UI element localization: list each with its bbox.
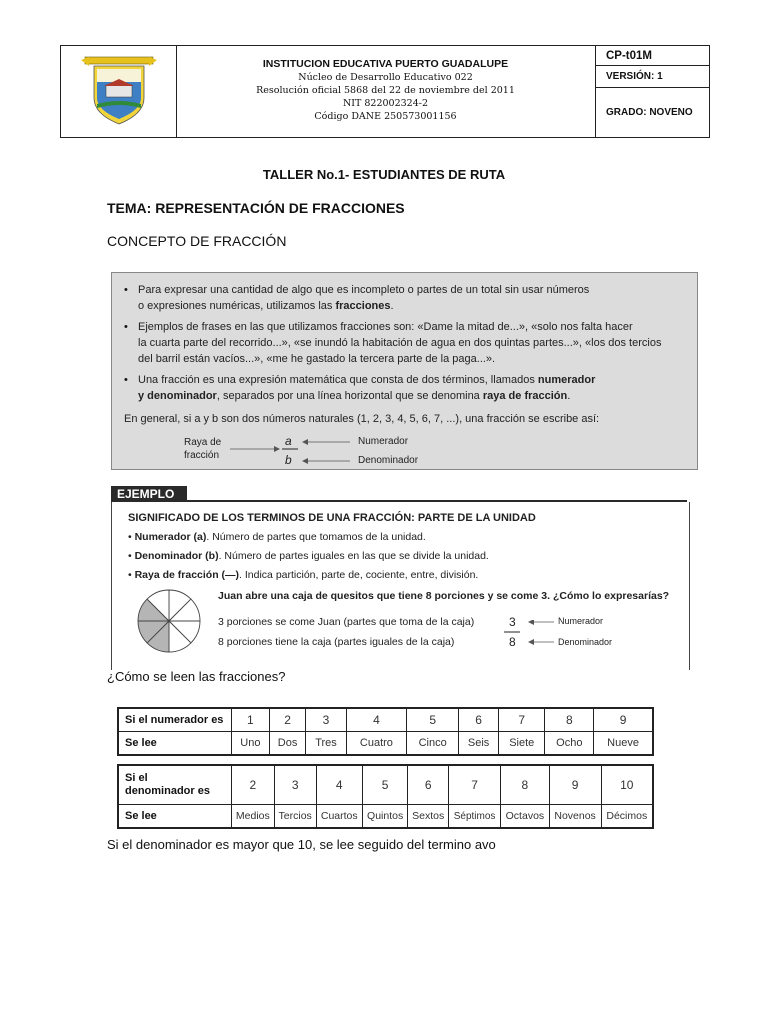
table-cell: Novenos [549, 805, 601, 829]
institution-info [176, 46, 596, 137]
table-cell: Seis [459, 732, 499, 756]
example-box [111, 502, 690, 670]
example-bullet: • Numerador (a). Número de partes que tomamos de la unidad. [128, 531, 426, 543]
table-row [118, 765, 653, 805]
raya-label: fracción [184, 450, 220, 461]
table-cell: 2 [269, 708, 306, 732]
arrow-head-icon [528, 620, 534, 625]
bullet-icon: • [124, 284, 128, 296]
table-cell: 5 [362, 765, 408, 805]
doc-code: CP-t01M [596, 46, 709, 66]
denominator-table [117, 764, 654, 829]
table-cell: Cuartos [316, 805, 362, 829]
table-cell: Décimos [601, 805, 653, 829]
table-cell: Uno [232, 732, 270, 756]
table-cell: Medios [232, 805, 275, 829]
table-cell: Siete [499, 732, 545, 756]
concept-line: Para expresar una cantidad de algo que es incompleto o partes de un total sin usar números [138, 284, 590, 296]
example-numerator: 3 [509, 615, 516, 629]
table-cell: 5 [407, 708, 459, 732]
raya-label: Raya de [184, 437, 222, 448]
doc-version: VERSIÓN: 1 [596, 66, 709, 88]
table-row [118, 732, 653, 756]
table-cell: Quintos [362, 805, 408, 829]
closing-note: Si el denominador es mayor que 10, se lee seguido del termino avo [107, 837, 496, 852]
table-cell: Cinco [407, 732, 459, 756]
table-cell: 4 [346, 708, 407, 732]
fraction-b: b [285, 453, 292, 467]
table-cell: 3 [306, 708, 346, 732]
bullet-icon: • [124, 321, 128, 333]
table-cell: 10 [601, 765, 653, 805]
table-cell: Sextos [408, 805, 449, 829]
table-cell: Dos [269, 732, 306, 756]
table-cell: 7 [448, 765, 500, 805]
doc-grade: GRADO: NOVENO [606, 107, 693, 118]
nucleo-line: Núcleo de Desarrollo Educativo 022 [298, 72, 473, 83]
concept-line: y denominador, separados por una línea horizontal que se denomina raya de fracción. [138, 390, 571, 402]
table-cell: 8 [501, 765, 549, 805]
concept-line: Ejemplos de frases en las que utilizamos fracciones son: «Dame la mitad de...», «solo nos falta hacer [138, 321, 633, 333]
table-cell: 8 [545, 708, 594, 732]
numerator-table [117, 707, 654, 756]
concept-line: del barril están vacíos...», «me he gastado la tercera parte de la paga...». [138, 353, 496, 365]
topic-heading: TEMA: REPRESENTACIÓN DE FRACCIONES [107, 200, 405, 216]
table-cell: Tercios [274, 805, 316, 829]
denominador-label: Denominador [358, 455, 419, 466]
example-line: 3 porciones se come Juan (partes que toma de la caja) [218, 616, 475, 628]
page-title: TALLER No.1- ESTUDIANTES DE RUTA [262, 167, 506, 182]
concept-line: o expresiones numéricas, utilizamos las fracciones. [138, 300, 394, 312]
table-cell: 9 [594, 708, 653, 732]
table-header-cell: Si el denominador es [118, 765, 232, 805]
table-cell: 4 [316, 765, 362, 805]
table-cell: Tres [306, 732, 346, 756]
table-cell: 1 [232, 708, 270, 732]
table-cell: 9 [549, 765, 601, 805]
numerador-label: Numerador [558, 616, 604, 626]
arrow-head-icon [302, 439, 308, 445]
example-bullet: • Raya de fracción (—). Indica partición, parte de, cociente, entre, división. [128, 569, 479, 581]
table-cell: Cuatro [346, 732, 407, 756]
fraction-a: a [285, 434, 292, 448]
nit-line: NIT 822002324-2 [342, 98, 429, 109]
table-header-cell: Si el numerador es [118, 708, 232, 732]
arrow-head-icon [528, 639, 534, 645]
table-cell: 3 [274, 765, 316, 805]
concept-line: Una fracción es una expresión matemática que consta de dos términos, llamados numerador [138, 374, 596, 386]
pie-diagram [136, 588, 202, 654]
table-row [118, 708, 653, 732]
table-cell: 2 [232, 765, 275, 805]
denominador-label: Denominador [558, 637, 613, 647]
example-question: Juan abre una caja de quesitos que tiene 8 porciones y se come 3. ¿Cómo lo expresarías? [218, 590, 670, 602]
table-cell: Nueve [594, 732, 653, 756]
table-header-cell: Se lee [118, 732, 232, 756]
table-cell: Ocho [545, 732, 594, 756]
example-heading: SIGNIFICADO DE LOS TERMINOS DE UNA FRACCIÓN: PARTE DE LA UNIDAD [128, 512, 536, 524]
resolution-line: Resolución oficial 5868 del 22 de noviembre del 2011 [256, 85, 515, 96]
section-heading: CONCEPTO DE FRACCIÓN [107, 233, 287, 249]
table-cell: 7 [499, 708, 545, 732]
doc-meta [596, 46, 709, 137]
example-tab: EJEMPLO [111, 486, 187, 502]
fraction-diagram [222, 433, 482, 469]
logo-cell [61, 46, 177, 137]
example-denominator: 8 [509, 635, 516, 649]
example-bullet: • Denominador (b). Número de partes iguales en las que se divide la unidad. [128, 550, 489, 562]
dane-line: Código DANE 250573001156 [314, 111, 457, 122]
numerador-label: Numerador [358, 436, 409, 447]
question-heading: ¿Cómo se leen las fracciones? [107, 669, 286, 684]
example-line: 8 porciones tiene la caja (partes iguales de la caja) [218, 636, 455, 648]
table-cell: 6 [459, 708, 499, 732]
table-cell: Octavos [501, 805, 549, 829]
table-cell: Séptimos [448, 805, 500, 829]
table-cell: 6 [408, 765, 449, 805]
general-form-line: En general, si a y b son dos números naturales (1, 2, 3, 4, 5, 6, 7, ...), una fracción se escribe así: [124, 413, 600, 425]
arrow-head-icon [274, 446, 280, 452]
institution-name: INSTITUCION EDUCATIVA PUERTO GUADALUPE [262, 58, 509, 70]
table-header-cell: Se lee [118, 805, 232, 829]
school-shield-logo [61, 46, 176, 137]
document-header [60, 45, 710, 138]
concept-box [111, 272, 698, 470]
concept-line: la cuarta parte del recorrido...», «se inundó la habitación de agua en dos quintas partes...», «los dos tercios [138, 337, 662, 349]
arrow-head-icon [302, 458, 308, 464]
bullet-icon: • [124, 374, 128, 386]
table-row [118, 805, 653, 829]
